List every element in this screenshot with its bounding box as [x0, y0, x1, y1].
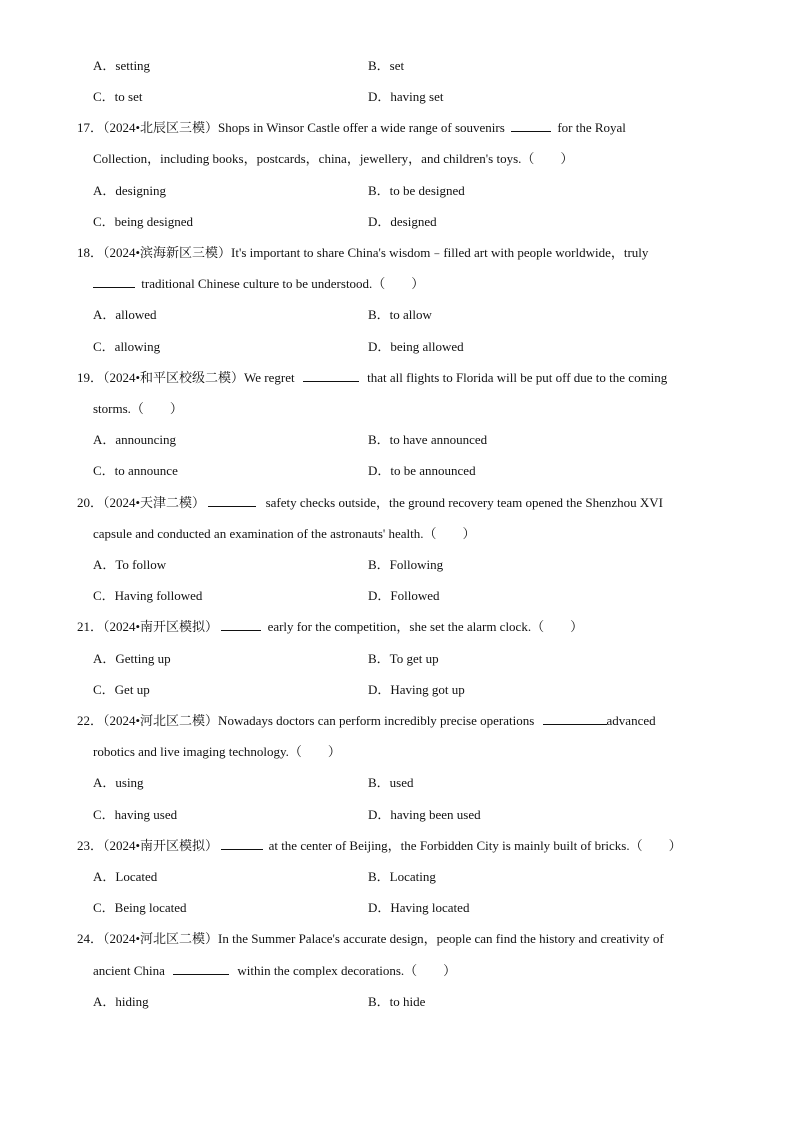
option-b: B．used — [368, 775, 414, 790]
question-18-stem-cont — [93, 276, 718, 292]
answer-blank — [173, 963, 229, 975]
question-20-stem — [77, 495, 718, 511]
option-b: B．Locating — [368, 869, 436, 884]
option-c: C．Being located — [93, 900, 187, 915]
option-d: D．having set — [368, 89, 444, 104]
question-23-stem — [77, 838, 718, 854]
option-a: A．allowed — [93, 307, 157, 322]
question-20-stem-cont: capsule and conducted an examination of the astronauts' health.（ ） — [93, 526, 476, 541]
answer-blank — [221, 838, 263, 850]
question-stem-text: early for the competition，she set the alarm clock.（ ） — [267, 619, 584, 634]
option-a: A．announcing — [93, 432, 177, 447]
answer-blank — [208, 495, 256, 507]
option-d: D．to be announced — [368, 463, 476, 478]
question-21-stem — [77, 619, 718, 635]
option-b: B．to be designed — [368, 183, 465, 198]
option-c: C．allowing — [93, 339, 161, 354]
option-b: B．Following — [368, 557, 444, 572]
option-c: C．Get up — [93, 682, 150, 697]
question-stem-text: for the Royal — [557, 120, 626, 135]
question-stem-text: 20．（2024•天津二模） — [77, 495, 206, 510]
answer-blank — [543, 713, 607, 725]
question-19-stem — [77, 370, 718, 386]
option-a: A．hiding — [93, 994, 149, 1009]
question-stem-text: ancient China — [93, 963, 165, 978]
option-b: B．To get up — [368, 651, 439, 666]
question-stem-text: 21．（2024•南开区模拟） — [77, 619, 219, 634]
option-b: B．set — [368, 58, 405, 73]
option-b: B．to allow — [368, 307, 432, 322]
answer-blank — [303, 370, 359, 382]
question-stem-text: 17．（2024•北辰区三模）Shops in Winsor Castle offer a wide range of souvenirs — [77, 120, 505, 135]
question-stem-text: 19．（2024•和平区校级二模）We regret — [77, 370, 295, 385]
question-stem-text: advanced — [606, 713, 656, 728]
option-d: D．being allowed — [368, 339, 464, 354]
option-a: A．using — [93, 775, 144, 790]
question-stem-text: safety checks outside，the ground recovery team opened the Shenzhou XVI — [265, 495, 664, 510]
question-17-stem — [77, 120, 718, 136]
option-b: B．to hide — [368, 994, 426, 1009]
question-stem-text: traditional Chinese culture to be understood.（ ） — [141, 276, 425, 291]
option-a: A．Getting up — [93, 651, 171, 666]
option-a: A．designing — [93, 183, 166, 198]
question-stem-text: within the complex decorations.（ ） — [237, 963, 457, 978]
question-24-stem-cont — [93, 963, 718, 979]
question-22-stem — [77, 713, 718, 729]
question-17-stem-cont: Collection，including books，postcards，china，jewellery，and children's toys.（ ） — [93, 151, 574, 166]
option-d: D．Having located — [368, 900, 470, 915]
option-c: C．to set — [93, 89, 143, 104]
option-b: B．to have announced — [368, 432, 488, 447]
option-d: D．Having got up — [368, 682, 465, 697]
question-stem-text: 23．（2024•南开区模拟） — [77, 838, 219, 853]
question-stem-text: that all flights to Florida will be put off due to the coming — [367, 370, 668, 385]
question-stem-text: 22．（2024•河北区二模）Nowadays doctors can perform incredibly precise operations — [77, 713, 535, 728]
answer-blank — [511, 120, 551, 132]
option-d: D．Followed — [368, 588, 440, 603]
answer-blank — [93, 276, 135, 288]
question-22-stem-cont: robotics and live imaging technology.（ ） — [93, 744, 341, 759]
option-c: C．being designed — [93, 214, 194, 229]
option-a: A．Located — [93, 869, 158, 884]
option-c: C．to announce — [93, 463, 178, 478]
question-24-stem: 24．（2024•河北区二模）In the Summer Palace's accurate design，people can find the history and creativity of — [77, 931, 664, 946]
option-d: D．designed — [368, 214, 437, 229]
answer-blank — [221, 619, 261, 631]
question-stem-text: at the center of Beijing，the Forbidden City is mainly built of bricks.（ ） — [268, 838, 682, 853]
option-a: A．To follow — [93, 557, 167, 572]
option-d: D．having been used — [368, 807, 481, 822]
option-a: A．setting — [93, 58, 151, 73]
option-c: C．having used — [93, 807, 178, 822]
question-18-stem: 18．（2024•滨海新区三模）It's important to share China's wisdom﹣filled art with people worldwide，truly — [77, 245, 649, 260]
option-c: C．Having followed — [93, 588, 203, 603]
question-19-stem-cont: storms.（ ） — [93, 401, 183, 416]
